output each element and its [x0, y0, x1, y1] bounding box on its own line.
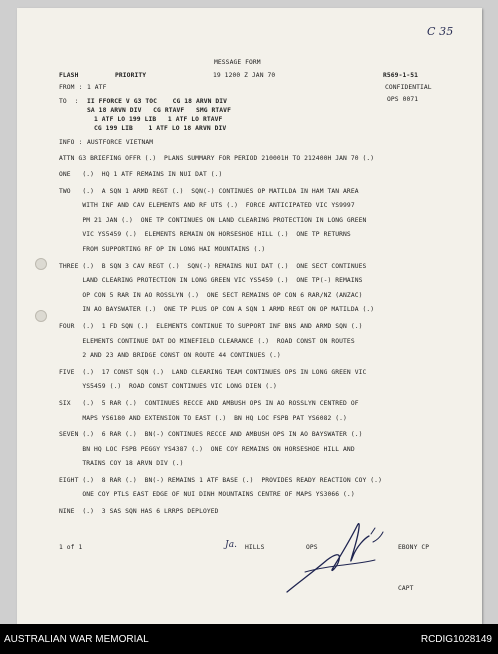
body-line: LAND CLEARING PROTECTION IN LONG GREEN VIC YS5459 (.) ONE TP(-) REMAINS — [59, 277, 363, 285]
archive-footer — [0, 624, 498, 654]
info-value: AUSTFORCE VIETNAM — [87, 139, 154, 146]
signatory-name: HILLS — [245, 544, 265, 551]
message-reference: R569-1-51 — [383, 72, 419, 79]
to-label: TO : — [59, 98, 79, 105]
signatory-rank: CAPT — [398, 585, 414, 592]
archive-id: RCDIG1028149 — [420, 634, 492, 645]
info-label: INFO : — [59, 139, 83, 146]
archive-name: AUSTRALIAN WAR MEMORIAL — [4, 634, 149, 645]
body-line: ONE (.) HQ 1 ATF REMAINS IN NUI DAT (.) — [59, 171, 223, 178]
priority-label: PRIORITY — [115, 72, 147, 79]
punch-hole — [35, 310, 47, 322]
message-form-page — [17, 8, 482, 624]
body-line: ONE COY PTLS EAST EDGE OF NUI DINH MOUNTAINS CENTRE OF MAPS YS3066 (.) — [59, 491, 355, 499]
body-line: PM 21 JAN (.) ONE TP CONTINUES ON LAND CLEARING PROTECTION IN LONG GREEN — [59, 216, 367, 224]
body-line: SEVEN (.) 6 RAR (.) BN(-) CONTINUES RECCE AND AMBUSH OPS IN AO BAYSWATER (.) — [59, 431, 363, 439]
body-line: VIC YS5459 (.) ELEMENTS REMAIN ON HORSESHOE HILL (.) ONE TP RETURNS — [59, 231, 351, 239]
signatory-ops: OPS — [306, 544, 318, 551]
body-line: TRAINS COY 18 ARVN DIV (.) — [59, 460, 184, 468]
from-label: FROM : — [59, 84, 83, 91]
body-line: FROM SUPPORTING RF OP IN LONG HAI MOUNTAINS (.) — [59, 245, 266, 253]
date-time-group: 19 1200 Z JAN 70 — [213, 72, 276, 79]
body-line: ATTN G3 BRIEFING OFFR (.) PLANS SUMMARY FOR PERIOD 210001H TO 212400H JAN 70 (.) — [59, 155, 375, 162]
body-line: EIGHT (.) 8 RAR (.) BN(-) REMAINS 1 ATF BASE (.) PROVIDES READY REACTION COY (.) — [59, 476, 382, 484]
body-line: FIVE (.) 17 CONST SQN (.) LAND CLEARING TEAM CONTINUES OPS IN LONG GREEN VIC — [59, 368, 367, 376]
body-line: THREE (.) B SQN 3 CAV REGT (.) SQN(-) REMAINS NUI DAT (.) ONE SECT CONTINUES — [59, 262, 367, 270]
body-line: YS5459 (.) ROAD CONST CONTINUES VIC LONG DIEN (.) — [59, 383, 277, 391]
punch-hole — [35, 258, 47, 270]
body-line: WITH INF AND CAV ELEMENTS AND RF UTS (.) FORCE ANTICIPATED VIC YS9997 — [59, 202, 355, 210]
body-line: TWO (.) A SQN 1 ARMD REGT (.) SQN(-) CONTINUES OP MATILDA IN HAM TAN AREA — [59, 187, 359, 195]
to-line: II FFORCE V G3 TOC CG 18 ARVN DIV — [87, 98, 228, 105]
body-line: BN HQ LOC FSPB PEGGY YS4387 (.) ONE COY REMAINS ON HORSESHOE HILL AND — [59, 445, 355, 453]
handwritten-reference: C 35 — [427, 25, 454, 38]
to-line: CG 199 LIB 1 ATF LO 18 ARVN DIV — [94, 125, 227, 132]
body-line: MAPS YS6180 AND EXTENSION TO EAST (.) BN HQ LOC FSPB PAT YS6082 (.) — [59, 414, 347, 422]
message-body — [59, 152, 474, 520]
body-line: OP CON 5 RAR IN AO ROSSLYN (.) ONE SECT REMAINS OP CON 6 RAR/NZ (ANZAC) — [59, 291, 363, 299]
body-line: NINE (.) 3 SAS SQN HAS 6 LRRPS DEPLOYED — [59, 508, 219, 516]
classification: CONFIDENTIAL — [385, 84, 432, 91]
to-line: 1 ATF LO 199 LIB 1 ATF LO RTAVF — [94, 116, 223, 123]
signatory-location: EBONY CP — [398, 544, 430, 551]
form-title: MESSAGE FORM — [214, 59, 261, 66]
handwritten-signature — [279, 512, 389, 598]
handwritten-initial: Ja. — [225, 540, 238, 550]
body-line: FOUR (.) 1 FD SQN (.) ELEMENTS CONTINUE TO SUPPORT INF BNS AND ARMD SQN (.) — [59, 322, 363, 330]
ops-number: OPS 0071 — [387, 96, 419, 103]
body-line: ELEMENTS CONTINUE DAT DO MINEFIELD CLEARANCE (.) ROAD CONST ON ROUTES — [59, 337, 355, 345]
flash-label: FLASH — [59, 72, 79, 79]
body-line: 2 AND 23 AND BRIDGE CONST ON ROUTE 44 CONTINUES (.) — [59, 352, 281, 360]
body-line: IN AO BAYSWATER (.) ONE TP PLUS OP CON A SQN 1 ARMD REGT ON OP MATILDA (.) — [59, 306, 375, 314]
to-line: SA 18 ARVN DIV CG RTAVF SMG RTAVF — [87, 107, 231, 114]
body-line: SIX (.) 5 RAR (.) CONTINUES RECCE AND AMBUSH OPS IN AO ROSSLYN CENTRED OF — [59, 399, 359, 407]
from-value: 1 ATF — [87, 84, 107, 91]
page-indicator: 1 of 1 — [59, 544, 83, 551]
